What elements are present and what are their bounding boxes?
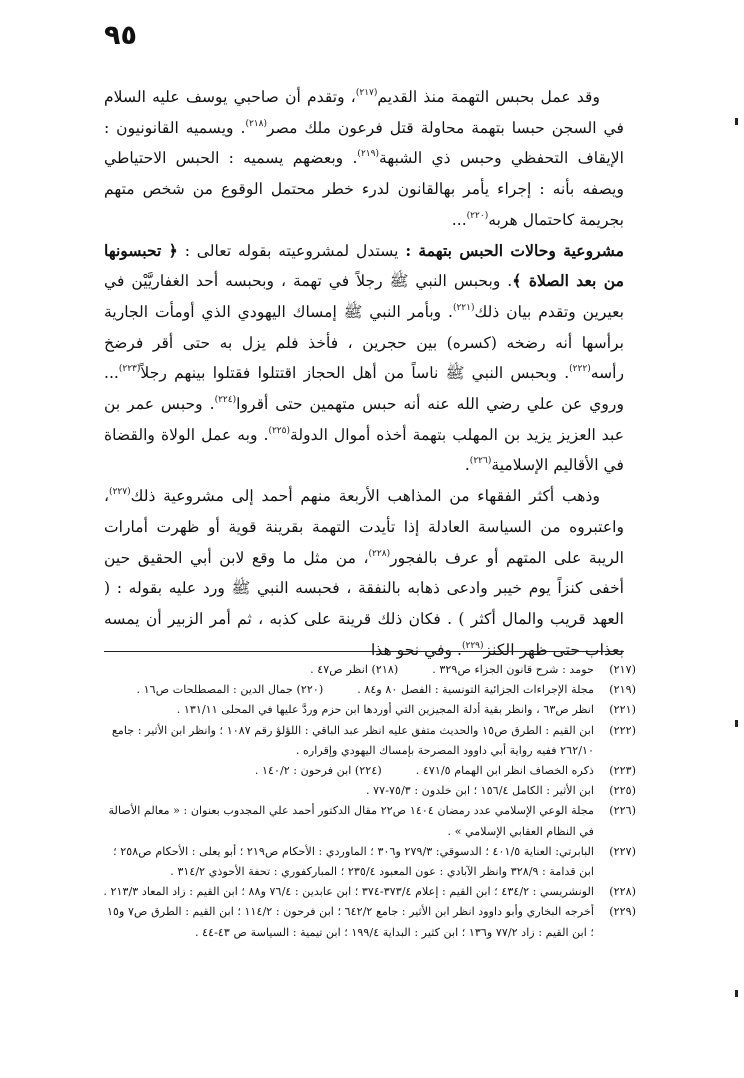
footnote-ref[interactable]: (٢٢٩) — [461, 640, 484, 651]
footnote-text: مجلة الوعي الإسلامي عدد رمضان ١٤٠٤ ص٢٢ مقال الدكتور أحمد علي المجدوب بعنوان : « معالم الأصالة في النظام العقابي الإسلامي » . — [108, 804, 594, 838]
text-segment: . ويسميه القانونيون : الإيقاف التحفظي وحبس ذي الشبهة — [104, 118, 624, 168]
paragraph-2 — [104, 236, 624, 482]
text-segment: . وبه عمل الولاة والقضاة في الأقاليم الإسلامية — [104, 425, 624, 475]
footnote-ref[interactable]: (٢١٧) — [355, 88, 378, 98]
footnote-ref[interactable]: (٢٢٤) — [214, 395, 237, 406]
footnote-text: ابن فرحون : ١٤٠/٢ . — [254, 764, 352, 778]
footnote-text: انظر ص٤٧ . — [310, 663, 368, 676]
footnote-ref[interactable]: (٢٢٣) — [118, 364, 141, 375]
footnote-text: مجلة الإجراءات الجزائية التونسية : الفصل ٨٠ و٨٤ . — [357, 683, 594, 697]
text-segment: ... — [451, 210, 467, 229]
footnote-number: (٢٢٤) — [354, 764, 382, 778]
footnote-ref[interactable]: (٢١٨) — [245, 118, 267, 129]
footnote-number: (٢١٨) — [371, 663, 399, 676]
footnote-text: حومد : شرح قانون الجزاء ص٣٢٩ . — [432, 663, 594, 676]
footnote-228 — [100, 882, 636, 902]
footnote-ref[interactable]: (٢٢١) — [452, 302, 475, 313]
scan-margin-mark — [735, 990, 738, 997]
footnote-ref[interactable]: (٢٢٨) — [368, 548, 391, 559]
scan-margin-mark — [735, 720, 738, 727]
footnote-number: (٢٢٧) — [609, 844, 636, 858]
paragraph-1 — [104, 82, 624, 236]
footnote-number: (٢٢٠) — [296, 683, 324, 697]
footnotes — [100, 660, 636, 943]
text-segment: . وبحبس النبي ﷺ ناساً من أهل الحجاز اقتتلوا فقتلوا بينهم رجلاً — [140, 364, 570, 383]
footnote-227 — [100, 842, 636, 882]
text-segment: . وبحبس النبي ﷺ رجلاً في تهمة ، وبحبسه أحد الغفاريَّيْن في بعيرين وتقدم بيان ذلك — [104, 272, 624, 321]
text-segment: يستدل لمشروعيته بقوله تعالى : — [184, 241, 406, 260]
footnote-text: جمال الدين : المصطلحات ص١٦ . — [136, 683, 293, 697]
footnote-ref[interactable]: (٢٢٢) — [569, 364, 591, 375]
page-number: ٩٥ — [104, 20, 137, 51]
footnote-217-218 — [100, 660, 636, 680]
footnote-number: (٢٢١) — [609, 703, 636, 717]
footnote-number: (٢٢٦) — [609, 804, 636, 818]
footnote-223-224 — [100, 761, 636, 781]
text-segment: ، واعتبروه من السياسة العادلة إذا تأيدت التهمة بقرينة قوية أو ظهرت أمارات الريبة على المتهم أو عرف بالفجور — [104, 487, 624, 567]
text-segment: . وبأمر النبي ﷺ إمساك اليهودي الذي أومأت الجارية برأسها أنه رضخه (كسره) بين حجرين ، فأخذ فلم يزل به حتى أقر فرضخ رأسه — [104, 302, 624, 383]
text-segment: وذهب أكثر الفقهاء من المذاهب الأربعة منهم أحمد إلى مشروعية ذلك — [130, 487, 600, 506]
footnote-ref[interactable]: (٢٢٦) — [469, 456, 492, 467]
footnote-text: الونشريسي : ٤٣٤/٢ ؛ ابن القيم : إعلام ٣٧٣/٤-٣٧٤ ؛ ابن عابدين : ٧٦/٤ و٨٨ ؛ ابن القيم : زاد المعاد ٢١٣/٣ . — [103, 885, 594, 899]
quran-verse: ﴿ تحبسونها من بعد الصلاة ﴾ — [104, 240, 624, 291]
footnote-number: (٢٢٩) — [609, 905, 636, 919]
footnote-225 — [100, 781, 636, 801]
footnote-text: ابن القيم : الطرق ص١٥ والحديث متفق عليه انظر عبد الباقي : اللؤلؤ رقم ١٠٨٧ ؛ وانظر ابن الأثير : جامع ٢٦٢/١٠ ففيه رواية أبي داوود المصرحة بإمساك اليهودي وإقراره . — [111, 723, 594, 757]
scan-margin-mark — [735, 118, 738, 125]
footnote-text: أخرجه البخاري وأبو داوود انظر ابن الأثير : جامع ٦٤٢/٢ ؛ ابن فرحون : ١١٤/٢ ؛ ابن القيم : الطرق ص٧ و١٥ ؛ ابن القيم : زاد ٧٧/٢ و١٣٦ ؛ ابن كثير : البداية ١٩٩/٤ ؛ ابن تيمية : السياسة ص ٤٣-٤٤ . — [107, 905, 594, 939]
footnote-number: (٢٢٥) — [609, 784, 636, 798]
paragraph-3 — [104, 481, 624, 665]
text-segment: . وبعضهم يسميه : الحبس الاحتياطي ويصفه بأنه : إجراء يأمر بهالقانون لدرء خطر محتمل الوقوع من شخص متهم بجريمة كاحتمال هربه — [104, 149, 624, 229]
main-text — [104, 82, 624, 665]
footnote-number: (٢٢٢) — [609, 723, 636, 737]
footnote-number: (٢٢٨) — [609, 885, 636, 899]
footnote-ref[interactable]: (٢٢٧) — [109, 487, 131, 498]
footnote-text: ذكره الخصاف انظر ابن الهمام ٤٧١/٥ . — [415, 764, 594, 778]
section-heading: مشروعية وحالات الحبس بتهمة : — [405, 240, 624, 260]
footnote-number: (٢٢٣) — [609, 764, 636, 778]
text-segment: ، من مثل ما وقع لابن أبي الحقيق حين أخفى كنزاً يوم خيبر وادعى ذهابه بالنفقة ، فحبسه النبي ﷺ ورد عليه بقوله : ( العهد قريب والمال أكثر ) . فكان ذلك قرينة على كذبه ، ثم أمر الزبير أن يمسه بعذاب حتى ظهر الكنز — [104, 548, 624, 659]
footnote-number: (٢١٩) — [609, 683, 636, 697]
footnote-text: البابرتي: العناية ٤٠١/٥ ؛ الدسوقي: ٢٧٩/٣ و٣٠٦ ؛ الماوردي : الأحكام ص٢١٩ ؛ أبو يعلى : الأحكام ص٢٥٨ ؛ ابن قدامة : ٣٢٨/٩ وانظر الآبادي : عون المعبود ٢٣٥/٤ ؛ المباركفوري : تحفة الأحوذي ٣١٤/٢ . — [113, 844, 594, 879]
footnote-text: انظر ص٦٣ ، وانظر بقية أدلة المجيزين التي أوردها ابن حزم وردَّ عليها في المحلى ١٣١/١١ . — [176, 703, 594, 717]
footnote-222 — [100, 721, 636, 761]
footnote-ref[interactable]: (٢٢٠) — [466, 210, 489, 221]
footnote-text: ابن الأثير : الكامل ١٥٦/٤ ؛ ابن خلدون : ٧٥/٣-٧٧ . — [366, 784, 594, 798]
text-segment: . وحبس عمر بن عبد العزيز يزيد بن المهلب بتهمة أخذه أموال الدولة — [104, 395, 624, 444]
text-segment: . — [464, 456, 470, 475]
text-segment: وقد عمل بحبس التهمة منذ القديم — [377, 88, 600, 106]
footnote-divider — [104, 651, 624, 652]
text-segment: ، وتقدم أن صاحبي يوسف عليه السلام في السجن حبسا بتهمة محاولة قتل فرعون ملك مصر — [104, 88, 624, 137]
footnote-ref[interactable]: (٢١٩) — [357, 149, 379, 160]
text-segment: . وفي نحو هذا — [370, 640, 462, 659]
footnote-ref[interactable]: (٢٢٥) — [268, 425, 290, 436]
footnote-number: (٢١٧) — [609, 663, 636, 676]
text-segment: ... وروي عن علي رضي الله عنه أنه حبس متهمين حتى أقروا — [104, 364, 624, 414]
footnote-229 — [100, 902, 636, 942]
footnote-221 — [100, 700, 636, 720]
footnote-226 — [100, 801, 636, 841]
footnote-219-220 — [100, 680, 636, 700]
